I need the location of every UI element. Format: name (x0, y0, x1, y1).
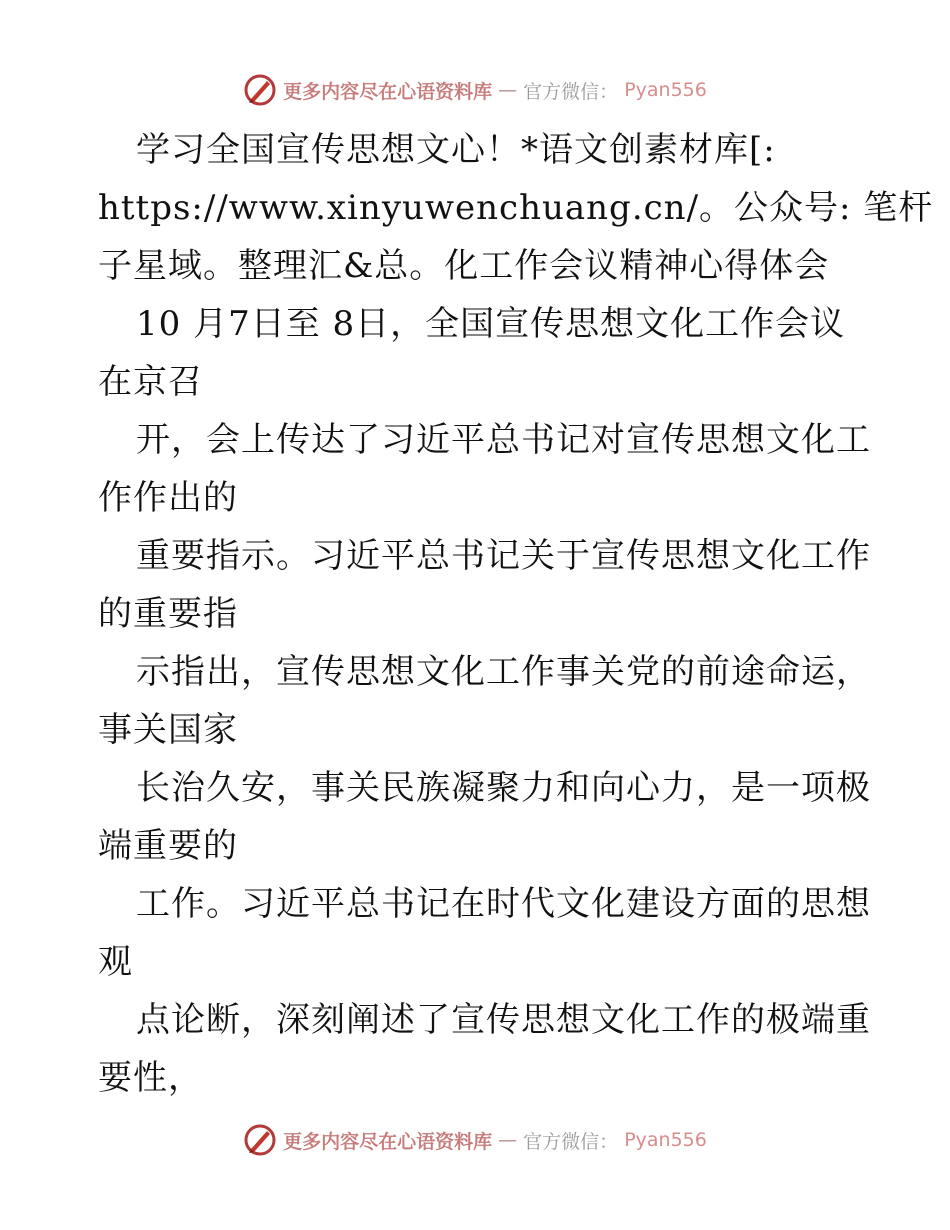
text-line: 要性， (98, 1058, 203, 1098)
text-line: 子星域。整理汇&总。化工作会议精神心得体会 (98, 246, 830, 286)
banner-wechat-id: Pyan556 (624, 79, 707, 101)
banner-wechat-label: 官方微信： (523, 80, 619, 103)
banner-wechat-id: Pyan556 (624, 1129, 707, 1151)
text-line: https://www.xinyuwenchuang.cn/。公众号: 笔杆 (98, 188, 934, 228)
banner-wechat-label: 官方微信： (523, 1130, 619, 1153)
footer-banner (0, 1120, 950, 1160)
text-line: 长治久安，事关民族凝聚力和向心力，是一项极 (136, 768, 871, 808)
pen-logo-icon (243, 1123, 277, 1157)
header-banner (0, 70, 950, 110)
text-line: 作作出的 (98, 478, 238, 518)
text-line: 的重要指 (98, 594, 238, 634)
pen-logo-icon (243, 73, 277, 107)
banner-dash: — (498, 1129, 518, 1151)
banner-dash: — (498, 79, 518, 101)
text-line: 开，会上传达了习近平总书记对宣传思想文化工 (136, 420, 871, 460)
banner-main-text: 更多内容尽在心语资料库 (283, 80, 493, 103)
document-body (98, 121, 934, 1107)
text-line: 10 月7日至 8日，全国宣传思想文化工作会议 (136, 304, 846, 344)
text-line: 示指出，宣传思想文化工作事关党的前途命运， (136, 652, 871, 692)
text-line: 在京召 (98, 362, 203, 402)
text-line: 端重要的 (98, 826, 238, 866)
text-line: 点论断，深刻阐述了宣传思想文化工作的极端重 (136, 1000, 871, 1040)
text-line: 观 (98, 942, 133, 982)
text-line: 重要指示。习近平总书记关于宣传思想文化工作 (136, 536, 871, 576)
text-line: 学习全国宣传思想文心！*语文创素材库[: (136, 130, 776, 170)
text-line: 工作。习近平总书记在时代文化建设方面的思想 (136, 884, 871, 924)
banner-main-text: 更多内容尽在心语资料库 (283, 1130, 493, 1153)
text-line: 事关国家 (98, 710, 238, 750)
